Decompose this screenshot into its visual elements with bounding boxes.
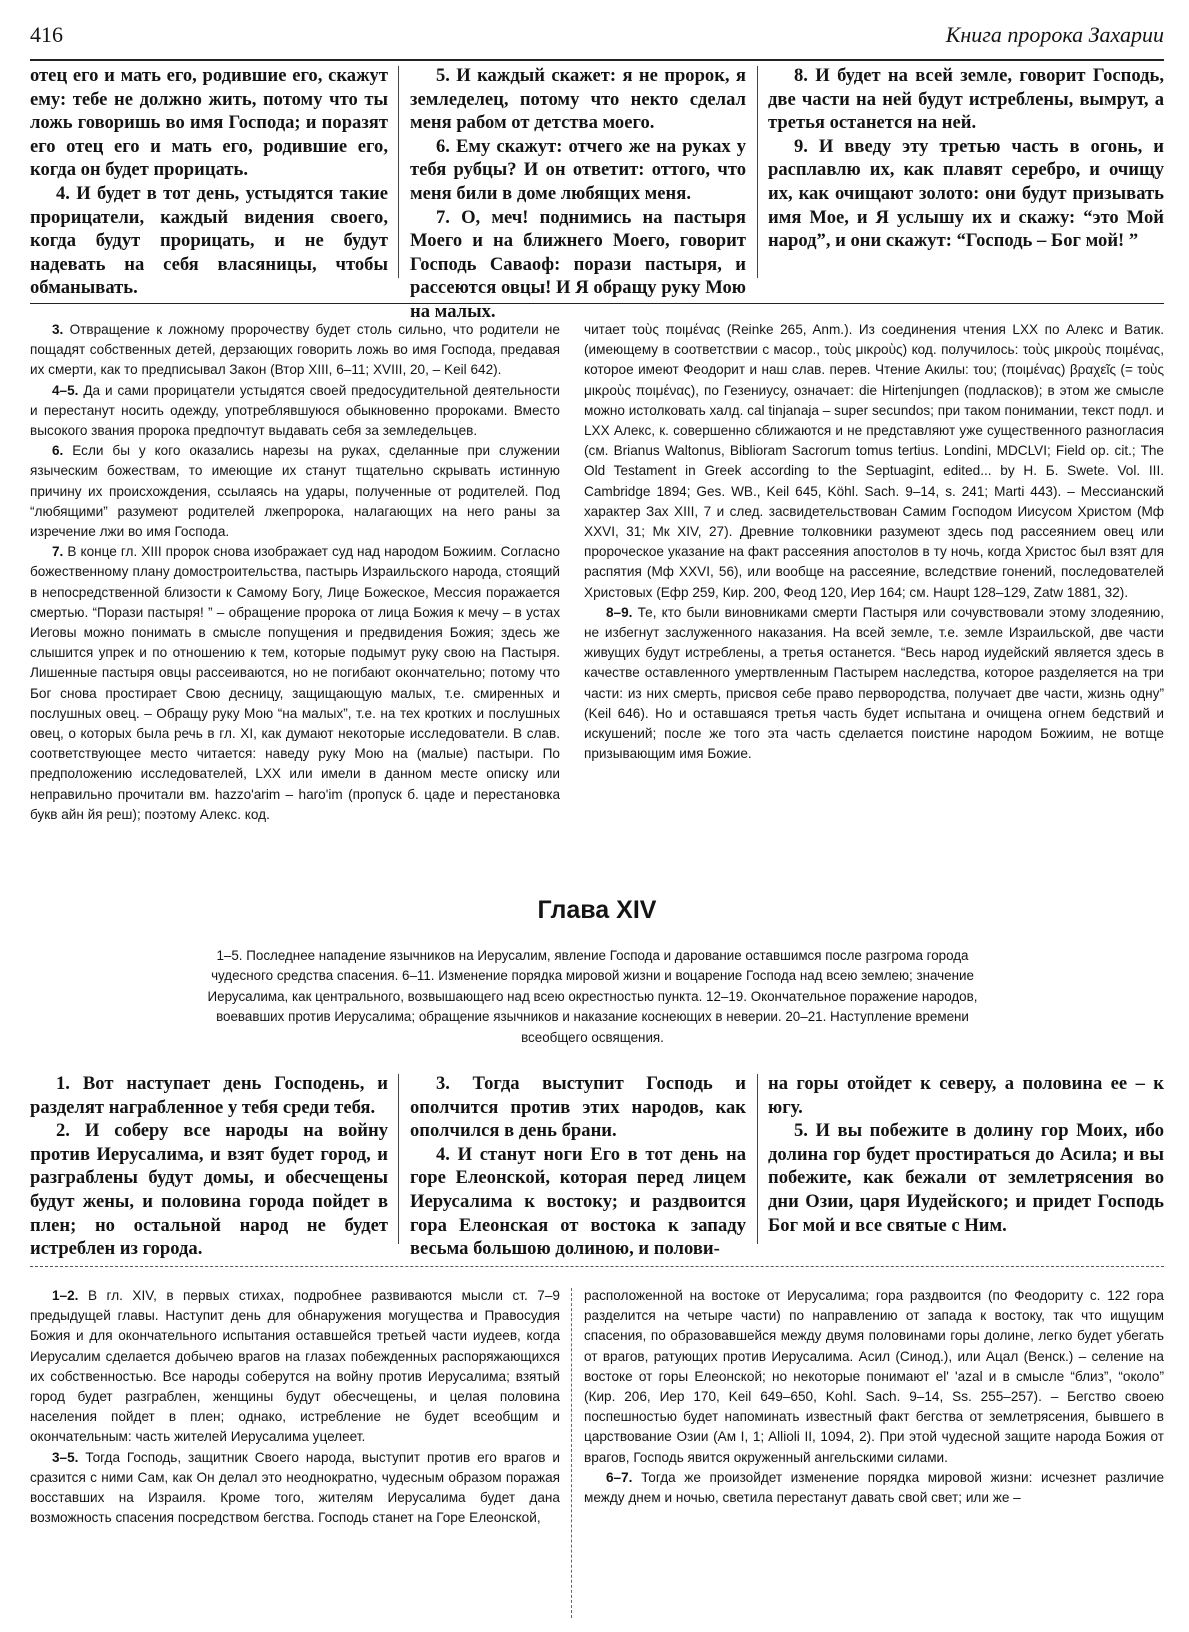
verse-text: 5. И вы побежите в долину гор Моих, ибо долина гор будет простираться до Асила; и вы побежите, как бежали от землетрясения во дни Озии, царя Иудейского; и придет Господь Бог мой и все святые с Ним. [768, 1120, 1164, 1236]
verse-text: 7. О, меч! поднимись на пастыря Моего и на ближнего Моего, говорит Господь Саваоф: порази пастыря, и рассеются овцы! И Я обращу руку Мою на малых. [410, 206, 746, 322]
comment-paragraph: 1–2. В гл. XIV, в первых стихах, подробнее развиваются мысли ст. 7–9 предыдущей главы. Наступит день для обнаружения могущества и Правосудия Божия и для окончательного испытания оставшейся третьей части иудеев, когда Иерусалим сделается добычею врагов на глазах побежденных распоряжающихся их собственностью. Все народы соберутся на войну против Иерусалима; взятый город будет разграблен, женщины будут обесчещены, и целая половина населения пойдет в плен; однако, истребление не будет всеобщим и окончательным: часть жителей Иерусалима уцелеет. [30, 1288, 560, 1445]
verse-text: 3. Тогда выступит Господь и ополчится против этих народов, как ополчился в день брани. [410, 1073, 746, 1142]
comment-paragraph: 6–7. Тогда же произойдет изменение порядка мировой жизни: исчезнет различие между днем и ночью, светила перестанут давать свой свет; или же – [584, 1469, 1165, 1506]
comment-paragraph: 4–5. Да и сами прорицатели устыдятся своей предосудительной деятельности и перестанут носить одежду, употреблявшуюся обыкновенно пророками. Вместо высокого звания пророка предпочтут выдавать себя за земледельцев. [30, 382, 560, 439]
scripture-bottom-col-3 [768, 1072, 1164, 1237]
verse-text: 2. И соберу все народы на войну против Иерусалима, и взят будет город, и разграблены будут домы, и обесчещены будут жены, и половина города пойдет в плен; но остальной народ не будет истреблен из города. [30, 1120, 388, 1260]
scripture-bottom-col-2 [410, 1072, 746, 1261]
book-title: Книга пророка Захарии [945, 22, 1164, 47]
verse-text: отец его и мать его, родившие его, скажут ему: тебе не должно жить, потому что ты ложь говоришь во имя Господа; и поразят его отец его и мать его, родившие его, когда он будет прорицать. [30, 65, 388, 181]
comment-verse-num: 8–9. [606, 604, 633, 620]
comment-paragraph: 7. В конце гл. XIII пророк снова изображает суд над народом Божиим. Согласно божественному плану домостроительства, пастырь Израильского народа, стоящий в непосредственной близости к Самому Богу, Лице Божеское, Мессия поражается смертью. “Порази пастыря! ” – обращение пророка от лица Божия к мечу – в устах Иеговы можно понимать в смысле попущения и предвидения Божия; здесь же слышится упрек и по отношению к тем, которые подымут руку свою на Пастыря. Лишенные пастыря овцы рассеиваются, но не погибают окончательно; потому что Бог снова простирает Свою десницу, защищающую малых, т.е. смиренных и послушных овец. – Обращу руку Мою “на малых”, т.е. на тех кротких и послушных овец, о которых была речь в гл. XI, как думают некоторые исследователи. В слав. соответствующее место читается: наведу руку Мою на (малые) пастыри. По предположению исследователей, LXX или имели в данном месте описку или неправильно прочитали вм. hazzo'arim – haro'im (пропуск б. цаде и перестановка букв айн йя реш); поэтому Алекс. код. [30, 544, 560, 822]
comment-paragraph: 3. Отвращение к ложному пророчеству будет столь сильно, что родители не пощадят собственных детей, дерзающих говорить ложь во имя Господа, предавая их смерти, как то предписывал Закон (Втор XIII, 6–11; XVIII, 20, – Keil 642). [30, 322, 560, 378]
scripture-bottom-col-1 [30, 1072, 388, 1261]
verse-text: 9. И введу эту третью часть в огонь, и расплавлю их, как плавят серебро, и очищу их, как очищают золото: они будут призывать имя Мое, и Я услышу их и скажу: “это Мой народ”, и они скажут: “Господь – Бог мой! ” [768, 135, 1164, 252]
comment-paragraph: 6. Если бы у кого оказались нарезы на руках, сделанные при служении языческим божествам, то имеющие их станут тщательно скрывать истинную причину их происхождения, ссылаясь на удары, полученные от родителей. Под “любящими” разумеют родителей лжепророка, налагающих на него раны за изречение лжи во имя Господа. [30, 443, 560, 540]
commentary-top-right [584, 320, 1164, 764]
comment-verse-num: 4–5. [52, 382, 79, 398]
commentary-bottom-right [584, 1286, 1164, 1508]
verse-text: 1. Вот наступает день Господень, и разделят награбленное у тебя среди тебя. [30, 1073, 388, 1118]
scripture-top-col-2 [410, 64, 746, 324]
section-rule [30, 303, 1164, 304]
section-rule [30, 1266, 1164, 1267]
page-number: 416 [30, 22, 63, 47]
scripture-top-col-3 [768, 64, 1164, 253]
running-header [30, 18, 1164, 56]
chapter-summary: 1–5. Последнее нападение язычников на Иерусалим, явление Господа и дарование оставшимся после разгрома города чудесного средства спасения. 6–11. Изменение порядка мировой жизни и воцарение Господа над всею землею; значение Иерусалима, как центрального, возвышающего над всею окрестностью пункта. 12–19. Окончательное поражение народов, воевавших против Иерусалима; обращение язычников и наказание коснеющих в неверии. 20–21. Наступление времени всеобщего освящения. [207, 948, 978, 1045]
comment-paragraph: 8–9. Те, кто были виновниками смерти Пастыря или сочувствовали этому злодеянию, не избегнут заслуженного наказания. На всей земле, т.е. земле Израильской, две части живущих будут истреблены, а третья останется. “Весь народ иудейский является здесь в качестве оставленного умертвленным Пастырем наследства, которое разделяется на три части: из них смерть, присвоя себе право первородства, получает две части, жизнь одну” (Keil 646). Но и оставшаяся третья часть будет испытана и очищена огнем бедствий и искушений; после же того эта часть сделается поистине народом Божиим, не вотще призывающим имя Божие. [584, 604, 1164, 762]
scripture-top-col-1 [30, 64, 388, 300]
comment-verse-num: 6–7. [606, 1469, 633, 1485]
comment-verse-num: 3–5. [52, 1449, 79, 1465]
comment-paragraph: расположенной на востоке от Иерусалима; гора раздвоится (по Феодориту с. 122 гора разделится на четыре части) по направлению от запада к востоку, так что ищущим спасения, по образовавшейся между двумя половинами горы долине, легко будет убегать от врагов, ратующих против Иерусалима. Асил (Синод.), или Ацал (Венск.) – селение на востоке от горы Елеонской; но некоторые понимают el' 'azal и в смысле “близ”, “около” (Кир. 206, Иер 170, Keil 649–650, Kohl. Sach. 9–14, Ss. 255–257). – Бегство своею поспешностью будет напоминать известный факт бегства от землетрясения, бывшего в царствование Озии (Ам I, 1; Allioli II, 1094, 2). При этой чудесной защите народа Божия от врагов, Господь явится окруженный ангельскими силами. [584, 1288, 1164, 1465]
column-divider [398, 66, 399, 278]
comment-verse-num: 6. [52, 443, 64, 459]
verse-text: 4. И будет в тот день, устыдятся такие прорицатели, каждый видения своего, когда будут прорицать, и не будут надевать на себя власяницы, чтобы обманывать. [30, 182, 388, 299]
verse-text: на горы отойдет к северу, а половина ее – к югу. [768, 1073, 1164, 1118]
header-rule [30, 59, 1164, 61]
commentary-top-left [30, 320, 560, 825]
comment-paragraph: 3–5. Тогда Господь, защитник Своего народа, выступит против его врагов и сразится с ними Сам, как Он делал это неоднократно, чудесным образом поражая восставших на Израиля. Кроме того, жителям Иерусалима будет дана возможность спасения посредством бегства. Господь станет на Горе Елеонской, [30, 1449, 561, 1526]
verse-text: 8. И будет на всей земле, говорит Господь, две части на ней будут истреблены, вымрут, а третья останется на ней. [768, 65, 1164, 134]
comment-paragraph: читает τοὺς ποιμένας (Reinke 265, Anm.). Из соединения чтения LXX по Алекс и Ватик. (имеющему в соответствии с масор., τοὺς μικροὺς) код. получилось: τοὺς μικροὺς ποιμένας, которое имеют Феодорит и наш слав. перев. Чтение Акилы: του; (ποιμένας) βραχεῖς (= τοὺς μικροὺς ποιμένας), по Гезениусу, означает: die Hirtenjungen (подласков); в этом же смысле можно истолковать халд. cal tinjanaja – super secundos; при таком понимании, текст подл. и LXX Алекс, к. совершенно сближаются и не представляют уже существенного разногласия (см. Brianus Waltonus, Biblioram Sacrorum tomus tertius. Londini, MDCLVI; Field op. cit.; The Old Testament in Greek according to the Septuagint, edited... by H. Б. Swete. Vol. III. Cambridge 1894; Ges. WB., Keil 645, Köhl. Sach. 9–14, s. 241; Marti 443). – Мессианский характер Зах XIII, 7 и след. засвидетельствован Самим Господом Иисусом Христом (Мф XXVI, 31; Мк XIV, 27). Древние толковники разумеют здесь под рассеянием овец или пророческое указание на факт рассеяния апостолов в ту ночь, когда Христос был взят для распятия (Мф XXVI, 56), или вообще на рассеяние, вследствие гонений, последователей Христовых (Ефр 259, Кир. 200, Феод 120, Иер 164; см. Haupt 128–129, Zatw 1881, 32). [584, 322, 1164, 600]
column-divider [398, 1074, 399, 1244]
comment-verse-num: 3. [52, 322, 64, 337]
comment-verse-num: 7. [52, 544, 64, 560]
column-divider [757, 1074, 758, 1244]
column-divider [757, 66, 758, 278]
comment-verse-num: 1–2. [52, 1288, 79, 1303]
verse-text: 4. И станут ноги Его в тот день на горе Елеонской, которая перед лицем Иерусалима к востоку; и раздвоится гора Елеонская от востока к западу весьма большою долиною, и полови- [410, 1143, 746, 1260]
chapter-title: Глава XIV [537, 896, 657, 924]
verse-text: 5. И каждый скажет: я не пророк, я земледелец, потому что некто сделал меня рабом от детства моего. [410, 65, 746, 134]
verse-text: 6. Ему скажут: отчего же на руках у тебя рубцы? И он ответит: оттого, что меня били в доме любящих меня. [410, 135, 746, 204]
commentary-bottom-left [30, 1286, 560, 1528]
column-divider [571, 1288, 572, 1618]
